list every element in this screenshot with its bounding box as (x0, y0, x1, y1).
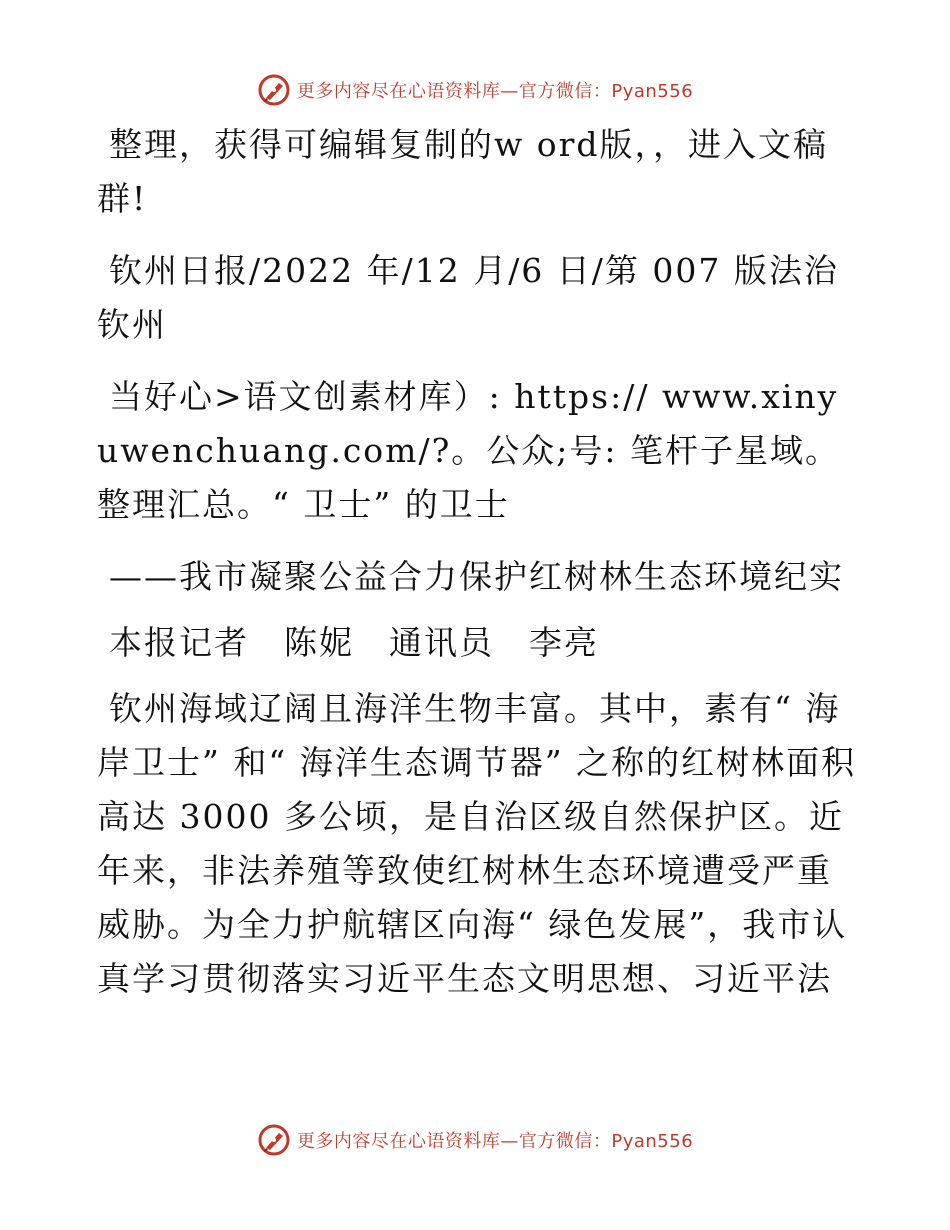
pen-logo-icon (257, 73, 291, 107)
paragraph-title: 当好心>语文创素材库）: https:// www.xinyuwenchuang.com/?。公众;号: 笔杆子星域。整理汇总。“ 卫士” 的卫士 (97, 377, 840, 524)
footer-banner-text: 更多内容尽在心语资料库—官方微信：Pyan556 (296, 1131, 694, 1152)
footer-banner (0, 1120, 950, 1160)
header-banner-text: 更多内容尽在心语资料库—官方微信：Pyan556 (296, 81, 694, 102)
article-body (97, 118, 857, 1024)
paragraph-byline: 本报记者 陈妮 通讯员 李亮 (109, 623, 599, 662)
paragraph-main: 钦州海域辽阔且海洋生物丰富。其中，素有“ 海岸卫士” 和“ 海洋生态调节器” 之称的红树林面积高达 3000 多公顷，是自治区级自然保护区。近年来，非法养殖等致使红树林生态环境遭受严重威胁。为全力护航辖区向海“ 绿色发展”，我市认真学习贯彻落实习近平生态文明思想、习近平法 (97, 689, 857, 998)
pen-logo-icon (257, 1123, 291, 1157)
paragraph-subtitle: ——我市凝聚公益合力保护红树林生态环境纪实 (109, 557, 844, 596)
header-banner (0, 70, 950, 110)
paragraph-source: 钦州日报/2022 年/12 月/6 日/第 007 版法治钦州 (97, 251, 839, 344)
paragraph-intro: 整理，获得可编辑复制的w ord版，，进入文稿群! (97, 125, 829, 218)
